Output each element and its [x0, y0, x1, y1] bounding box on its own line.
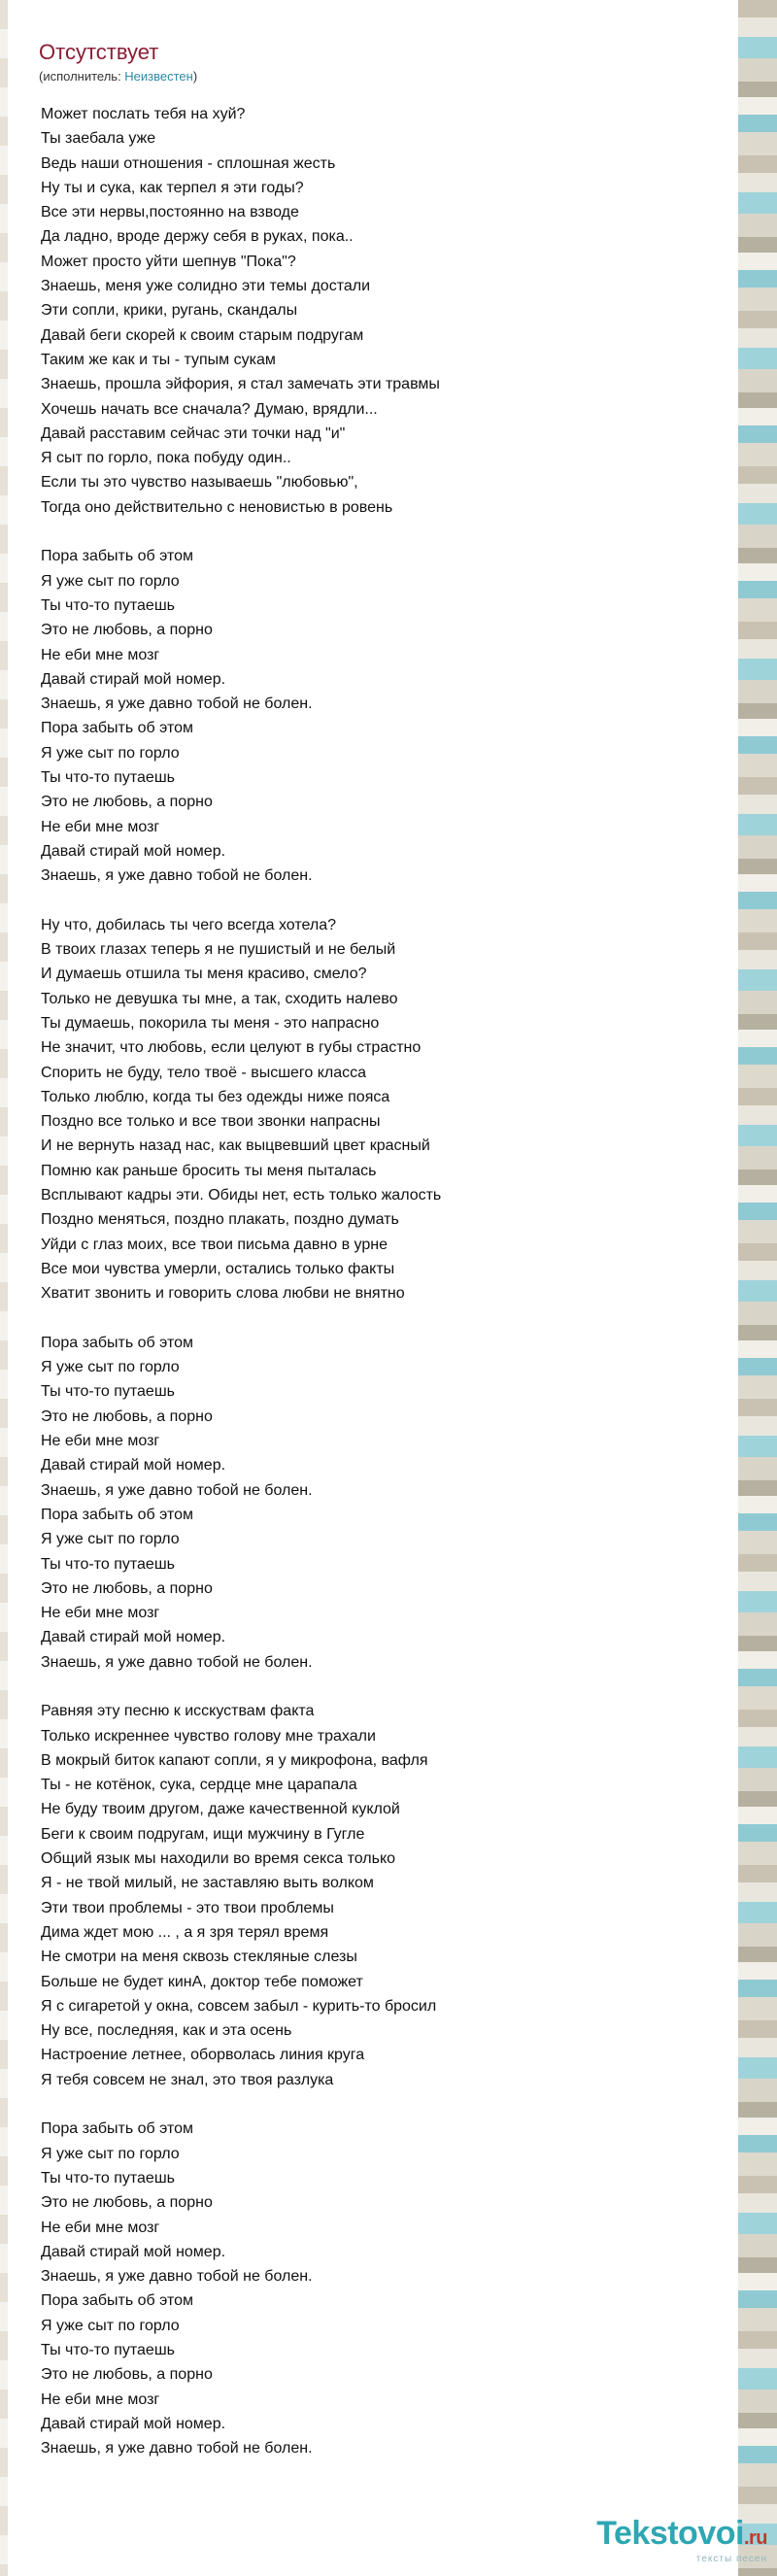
- song-header: [39, 39, 719, 85]
- lyric-line: Это не любовь, а порно: [41, 2194, 213, 2212]
- lyric-line: Спорить не буду, тело твоё - высшего класса: [41, 1064, 367, 1081]
- stanza: [41, 102, 721, 520]
- decorative-stripes-right: [738, 0, 777, 2576]
- lyric-line: Не еби мне мозг: [41, 1605, 160, 1622]
- artist-line: [39, 68, 719, 85]
- lyric-line: Знаешь, меня уже солидно эти темы достали: [41, 278, 371, 295]
- song-title: Отсутствует: [39, 40, 159, 64]
- lyric-line: Тогда оно действительно с неновистью в ровень: [41, 498, 393, 516]
- lyric-line: Не смотри на меня сквозь стекляные слезы: [41, 1949, 357, 1966]
- lyric-line: Знаешь, прошла эйфория, я стал замечать эти травмы: [41, 376, 440, 393]
- lyric-line: И думаешь отшила ты меня красиво, смело?: [41, 966, 367, 983]
- lyric-line: Ты что-то путаешь: [41, 1383, 175, 1401]
- stanza-gap: [41, 2092, 721, 2117]
- stanza-gap: [41, 1675, 721, 1699]
- lyric-line: Все эти нервы,постоянно на взводе: [41, 204, 299, 221]
- lyric-line: Не еби мне мозг: [41, 646, 160, 663]
- lyric-line: Знаешь, я уже давно тобой не болен.: [41, 695, 313, 713]
- lyric-line: Поздно все только и все твои звонки напрасны: [41, 1113, 381, 1131]
- lyric-line: Ведь наши отношения - сплошная жесть: [41, 154, 336, 172]
- lyric-line: Ну все, последняя, как и эта осень: [41, 2022, 292, 2040]
- stanza-gap: [41, 1306, 721, 1331]
- lyric-line: Я сыт по горло, пока побуду один..: [41, 450, 291, 467]
- logo-tagline: тексты песен: [695, 2554, 767, 2564]
- lyric-line: Хочешь начать все сначала? Думаю, врядли...: [41, 400, 378, 418]
- lyric-line: Это не любовь, а порно: [41, 622, 213, 639]
- lyric-line: Я тебя совсем не знал, это твоя разлука: [41, 2071, 334, 2088]
- lyric-line: Не еби мне мозг: [41, 1433, 160, 1450]
- lyric-line: Ты что-то путаешь: [41, 2169, 175, 2186]
- lyric-line: Может просто уйти шепнув "Пока"?: [41, 253, 296, 270]
- lyric-line: Знаешь, я уже давно тобой не болен.: [41, 1653, 313, 1671]
- lyric-line: Ты - не котёнок, сука, сердце мне царапала: [41, 1777, 357, 1794]
- lyric-line: Это не любовь, а порно: [41, 1407, 213, 1425]
- lyric-line: Эти сопли, крики, ругань, скандалы: [41, 302, 298, 320]
- lyric-line: Пора забыть об этом: [41, 720, 194, 737]
- lyric-line: В мокрый биток капают сопли, я у микрофона, вафля: [41, 1751, 428, 1769]
- logo-wordmark: [596, 2516, 767, 2556]
- lyric-line: Это не любовь, а порно: [41, 794, 213, 811]
- lyric-line: Пора забыть об этом: [41, 1334, 194, 1351]
- decorative-stripes-left: [0, 0, 8, 2576]
- lyric-line: Равняя эту песню к исскуствам факта: [41, 1703, 315, 1720]
- lyric-line: В твоих глазах теперь я не пушистый и не белый: [41, 941, 396, 959]
- lyric-line: Давай стирай мой номер.: [41, 1457, 226, 1474]
- lyric-line: Всплывают кадры эти. Обиды нет, есть только жалость: [41, 1187, 442, 1204]
- stanza-gap: [41, 889, 721, 913]
- lyric-line: Не буду твоим другом, даже качественной куклой: [41, 1801, 400, 1818]
- lyrics-body: [41, 102, 721, 2461]
- lyric-line: Да ладно, вроде держу себя в руках, пока..: [41, 228, 354, 246]
- lyric-line: Все мои чувства умерли, остались только факты: [41, 1260, 395, 1277]
- lyric-line: Я уже сыт по горло: [41, 1359, 180, 1376]
- lyric-line: Беги к своим подругам, ищи мужчину в Гугле: [41, 1825, 365, 1843]
- lyric-line: Давай стирай мой номер.: [41, 670, 226, 688]
- lyric-line: Пора забыть об этом: [41, 2292, 194, 2310]
- lyric-line: Таким же как и ты - тупым сукам: [41, 351, 276, 368]
- lyric-line: Это не любовь, а порно: [41, 2366, 213, 2384]
- lyric-line: Пора забыть об этом: [41, 2120, 194, 2138]
- lyric-line: И не вернуть назад нас, как выцвевший цвет красный: [41, 1137, 430, 1155]
- lyric-line: Только искреннее чувство голову мне трахали: [41, 1727, 376, 1745]
- lyric-line: Знаешь, я уже давно тобой не болен.: [41, 2440, 313, 2457]
- lyric-line: Дима ждет мою ... , а я зря терял время: [41, 1923, 329, 1941]
- stanza-gap: [41, 520, 721, 544]
- lyric-line: Я уже сыт по горло: [41, 572, 180, 590]
- lyric-line: Знаешь, я уже давно тобой не болен.: [41, 1481, 313, 1499]
- lyric-line: Только не девушка ты мне, а так, сходить налево: [41, 990, 398, 1007]
- lyric-line: Ты думаешь, покорила ты меня - это напрасно: [41, 1014, 380, 1032]
- lyric-line: Уйди с глаз моих, все твои письма давно в урне: [41, 1236, 388, 1253]
- artist-suffix: ): [192, 69, 198, 84]
- lyric-line: Может послать тебя на хуй?: [41, 106, 246, 122]
- lyric-line: Я уже сыт по горло: [41, 2145, 180, 2162]
- lyric-line: Больше не будет кинА, доктор тебе поможет: [41, 1973, 363, 1990]
- lyric-line: Знаешь, я уже давно тобой не болен.: [41, 2268, 313, 2286]
- stanza: [41, 1331, 721, 1675]
- artist-link[interactable]: Неизвестен: [124, 69, 193, 84]
- lyric-line: Давай стирай мой номер.: [41, 842, 226, 860]
- lyric-line: Не еби мне мозг: [41, 818, 160, 835]
- lyric-line: Помню как раньше бросить ты меня пыталась: [41, 1162, 377, 1179]
- lyric-line: Ну что, добилась ты чего всегда хотела?: [41, 916, 336, 933]
- lyric-line: Давай стирай мой номер.: [41, 1629, 226, 1646]
- lyric-line: Ты что-то путаешь: [41, 596, 175, 614]
- lyric-line: Хватит звонить и говорить слова любви не внятно: [41, 1285, 405, 1303]
- lyric-line: Я - не твой милый, не заставляю выть волком: [41, 1875, 374, 1892]
- lyric-line: Давай стирай мой номер.: [41, 2415, 226, 2432]
- lyric-line: Общий язык мы находили во время секса только: [41, 1850, 396, 1868]
- logo-name: Tekstovoi: [596, 2515, 744, 2552]
- stanza: [41, 1699, 721, 2092]
- lyric-line: Пора забыть об этом: [41, 1506, 194, 1523]
- lyric-line: Давай расставим сейчас эти точки над "и": [41, 424, 346, 442]
- lyric-line: Ты что-то путаешь: [41, 1555, 175, 1573]
- lyric-line: Знаешь, я уже давно тобой не болен.: [41, 867, 313, 885]
- artist-prefix: (исполнитель:: [39, 69, 125, 84]
- lyric-line: Ты что-то путаешь: [41, 769, 175, 787]
- lyric-line: Настроение летнее, оборволась линия круга: [41, 2047, 365, 2064]
- lyric-line: Не значит, что любовь, если целуют в губы страстно: [41, 1039, 422, 1057]
- lyric-line: Не еби мне мозг: [41, 2390, 160, 2408]
- lyric-line: Ты заебала уже: [41, 130, 156, 148]
- lyric-line: Только люблю, когда ты без одежды ниже пояса: [41, 1088, 390, 1105]
- lyric-line: Я уже сыт по горло: [41, 2317, 180, 2334]
- site-logo[interactable]: [596, 2516, 767, 2564]
- stanza: [41, 2117, 721, 2460]
- lyric-line: Ты что-то путаешь: [41, 2342, 175, 2359]
- lyric-line: Я уже сыт по горло: [41, 1531, 180, 1548]
- lyric-line: Поздно меняться, поздно плакать, поздно думать: [41, 1211, 399, 1229]
- lyric-line: Давай стирай мой номер.: [41, 2243, 226, 2260]
- lyric-line: Я с сигаретой у окна, совсем забыл - курить-то бросил: [41, 1997, 437, 2015]
- lyric-line: Эти твои проблемы - это твои проблемы: [41, 1899, 334, 1916]
- lyric-line: Пора забыть об этом: [41, 548, 194, 565]
- lyric-line: Не еби мне мозг: [41, 2219, 160, 2236]
- logo-tld: .ru: [743, 2527, 767, 2549]
- stanza: [41, 544, 721, 888]
- lyric-line: Давай беги скорей к своим старым подругам: [41, 326, 364, 344]
- lyric-line: Это не любовь, а порно: [41, 1579, 213, 1597]
- lyric-line: Ну ты и сука, как терпел я эти годы?: [41, 179, 304, 196]
- lyric-line: Я уже сыт по горло: [41, 744, 180, 762]
- stanza: [41, 913, 721, 1306]
- lyric-line: Если ты это чувство называешь "любовью",: [41, 474, 358, 491]
